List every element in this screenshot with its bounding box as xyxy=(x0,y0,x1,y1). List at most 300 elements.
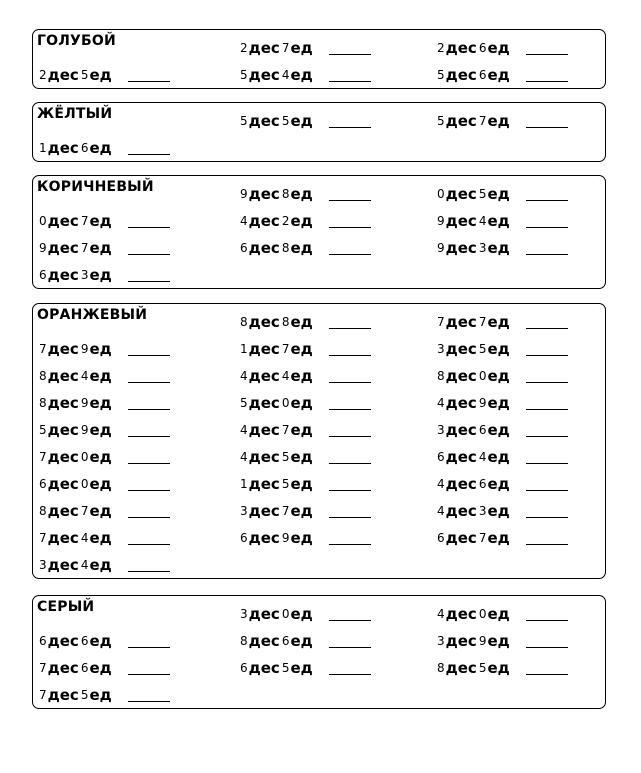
answer-blank[interactable] xyxy=(128,634,170,648)
tens-digit: 9 xyxy=(437,240,445,255)
ones-unit-label: ед xyxy=(487,501,510,520)
exercise-item xyxy=(437,308,568,335)
exercise-item xyxy=(437,335,568,362)
exercise-item xyxy=(39,261,170,288)
color-section xyxy=(32,595,606,709)
answer-blank[interactable] xyxy=(526,477,568,491)
ones-unit-label: ед xyxy=(487,38,510,57)
exercise-item xyxy=(39,61,170,88)
exercise-row xyxy=(39,207,605,234)
exercise-item xyxy=(240,497,371,524)
exercise-item xyxy=(437,627,568,654)
tens-unit-label: дес xyxy=(47,265,79,284)
answer-blank[interactable] xyxy=(329,504,371,518)
answer-blank[interactable] xyxy=(329,342,371,356)
answer-blank[interactable] xyxy=(329,423,371,437)
ones-unit-label: ед xyxy=(487,658,510,677)
tens-unit-label: дес xyxy=(248,312,280,331)
ones-unit-label: ед xyxy=(89,528,112,547)
exercise-item xyxy=(39,551,170,578)
ones-unit-label: ед xyxy=(487,447,510,466)
ones-digit: 9 xyxy=(80,341,89,356)
exercise-item xyxy=(39,443,170,470)
tens-digit: 7 xyxy=(437,314,445,329)
ones-digit: 9 xyxy=(80,395,89,410)
exercise-item xyxy=(437,207,568,234)
tens-unit-label: дес xyxy=(248,528,280,547)
exercise-item xyxy=(437,34,568,61)
ones-unit-label: ед xyxy=(290,447,313,466)
exercise-item xyxy=(240,362,371,389)
tens-digit: 1 xyxy=(240,476,248,491)
tens-unit-label: дес xyxy=(47,339,79,358)
tens-digit: 3 xyxy=(240,606,248,621)
exercise-row xyxy=(39,654,605,681)
tens-digit: 1 xyxy=(240,341,248,356)
tens-digit: 6 xyxy=(437,449,445,464)
tens-unit-label: дес xyxy=(47,420,79,439)
ones-unit-label: ед xyxy=(290,501,313,520)
answer-blank[interactable] xyxy=(526,607,568,621)
ones-digit: 0 xyxy=(80,476,89,491)
answer-blank[interactable] xyxy=(329,607,371,621)
tens-digit: 5 xyxy=(240,395,248,410)
tens-unit-label: дес xyxy=(47,555,79,574)
tens-digit: 7 xyxy=(39,449,47,464)
exercise-row xyxy=(39,107,605,134)
tens-digit: 8 xyxy=(39,368,47,383)
exercise-row xyxy=(39,308,605,335)
tens-unit-label: дес xyxy=(248,38,280,57)
exercise-row xyxy=(39,524,605,551)
tens-digit: 6 xyxy=(437,530,445,545)
answer-blank[interactable] xyxy=(526,396,568,410)
tens-unit-label: дес xyxy=(445,184,477,203)
ones-digit: 0 xyxy=(80,449,89,464)
answer-blank[interactable] xyxy=(128,558,170,572)
tens-unit-label: дес xyxy=(47,211,79,230)
answer-blank[interactable] xyxy=(526,450,568,464)
tens-digit: 4 xyxy=(240,449,248,464)
ones-unit-label: ед xyxy=(89,555,112,574)
answer-blank[interactable] xyxy=(526,504,568,518)
exercise-row xyxy=(39,389,605,416)
tens-unit-label: дес xyxy=(445,501,477,520)
answer-blank[interactable] xyxy=(128,531,170,545)
exercise-item xyxy=(39,362,170,389)
exercise-item xyxy=(437,389,568,416)
tens-unit-label: дес xyxy=(445,366,477,385)
exercise-item xyxy=(240,627,371,654)
tens-digit: 4 xyxy=(437,476,445,491)
answer-blank[interactable] xyxy=(329,214,371,228)
ones-digit: 6 xyxy=(281,633,290,648)
ones-digit: 6 xyxy=(80,633,89,648)
ones-digit: 9 xyxy=(281,530,290,545)
tens-digit: 6 xyxy=(240,660,248,675)
tens-unit-label: дес xyxy=(47,138,79,157)
answer-blank[interactable] xyxy=(526,114,568,128)
tens-digit: 8 xyxy=(437,660,445,675)
ones-digit: 0 xyxy=(281,395,290,410)
answer-blank[interactable] xyxy=(526,41,568,55)
tens-unit-label: дес xyxy=(47,501,79,520)
tens-unit-label: дес xyxy=(445,631,477,650)
tens-unit-label: дес xyxy=(47,474,79,493)
tens-unit-label: дес xyxy=(445,312,477,331)
exercise-item xyxy=(437,180,568,207)
answer-blank[interactable] xyxy=(329,634,371,648)
tens-digit: 3 xyxy=(39,557,47,572)
exercise-item xyxy=(240,308,371,335)
answer-blank[interactable] xyxy=(329,396,371,410)
tens-unit-label: дес xyxy=(47,65,79,84)
ones-unit-label: ед xyxy=(487,339,510,358)
ones-digit: 7 xyxy=(281,503,290,518)
tens-unit-label: дес xyxy=(445,604,477,623)
exercise-item xyxy=(240,443,371,470)
ones-unit-label: ед xyxy=(89,366,112,385)
exercise-item xyxy=(240,234,371,261)
answer-blank[interactable] xyxy=(128,504,170,518)
exercise-row xyxy=(39,180,605,207)
tens-unit-label: дес xyxy=(445,211,477,230)
exercise-item xyxy=(39,470,170,497)
ones-digit: 5 xyxy=(80,67,89,82)
ones-unit-label: ед xyxy=(89,393,112,412)
tens-digit: 9 xyxy=(39,240,47,255)
tens-digit: 7 xyxy=(39,687,47,702)
tens-digit: 8 xyxy=(437,368,445,383)
tens-digit: 7 xyxy=(39,660,47,675)
tens-unit-label: дес xyxy=(248,238,280,257)
ones-digit: 6 xyxy=(478,67,487,82)
answer-blank[interactable] xyxy=(329,187,371,201)
ones-digit: 0 xyxy=(478,368,487,383)
tens-unit-label: дес xyxy=(47,447,79,466)
ones-unit-label: ед xyxy=(89,631,112,650)
section-title: КОРИЧНЕВЫЙ xyxy=(37,179,154,195)
ones-digit: 4 xyxy=(281,67,290,82)
exercise-item xyxy=(437,234,568,261)
answer-blank[interactable] xyxy=(128,214,170,228)
answer-blank[interactable] xyxy=(128,661,170,675)
tens-digit: 3 xyxy=(240,503,248,518)
color-section xyxy=(32,102,606,162)
tens-digit: 0 xyxy=(437,186,445,201)
ones-digit: 5 xyxy=(80,687,89,702)
ones-unit-label: ед xyxy=(290,420,313,439)
tens-unit-label: дес xyxy=(47,366,79,385)
answer-blank[interactable] xyxy=(128,450,170,464)
tens-unit-label: дес xyxy=(248,420,280,439)
tens-unit-label: дес xyxy=(445,528,477,547)
exercise-item xyxy=(39,207,170,234)
ones-unit-label: ед xyxy=(290,658,313,677)
ones-unit-label: ед xyxy=(290,631,313,650)
ones-digit: 9 xyxy=(80,422,89,437)
tens-unit-label: дес xyxy=(47,631,79,650)
tens-unit-label: дес xyxy=(47,658,79,677)
tens-unit-label: дес xyxy=(248,366,280,385)
exercise-item xyxy=(240,470,371,497)
tens-unit-label: дес xyxy=(445,111,477,130)
ones-unit-label: ед xyxy=(89,238,112,257)
ones-unit-label: ед xyxy=(487,474,510,493)
answer-blank[interactable] xyxy=(526,68,568,82)
answer-blank[interactable] xyxy=(329,315,371,329)
tens-digit: 9 xyxy=(437,213,445,228)
ones-digit: 7 xyxy=(478,113,487,128)
answer-blank[interactable] xyxy=(526,315,568,329)
exercise-item xyxy=(437,416,568,443)
tens-digit: 5 xyxy=(240,113,248,128)
ones-unit-label: ед xyxy=(290,312,313,331)
ones-unit-label: ед xyxy=(290,393,313,412)
tens-digit: 2 xyxy=(39,67,47,82)
answer-blank[interactable] xyxy=(329,241,371,255)
exercise-item xyxy=(240,524,371,551)
ones-unit-label: ед xyxy=(89,447,112,466)
answer-blank[interactable] xyxy=(526,369,568,383)
exercise-row xyxy=(39,335,605,362)
exercise-item xyxy=(39,627,170,654)
exercise-item xyxy=(240,335,371,362)
ones-digit: 4 xyxy=(478,213,487,228)
ones-unit-label: ед xyxy=(89,420,112,439)
ones-digit: 0 xyxy=(281,606,290,621)
answer-blank[interactable] xyxy=(526,187,568,201)
answer-blank[interactable] xyxy=(329,661,371,675)
answer-blank[interactable] xyxy=(329,531,371,545)
ones-unit-label: ед xyxy=(89,474,112,493)
ones-digit: 7 xyxy=(80,213,89,228)
tens-unit-label: дес xyxy=(445,447,477,466)
tens-unit-label: дес xyxy=(248,393,280,412)
section-title: ЖЁЛТЫЙ xyxy=(37,106,113,122)
answer-blank[interactable] xyxy=(128,688,170,702)
tens-digit: 7 xyxy=(39,341,47,356)
ones-unit-label: ед xyxy=(290,339,313,358)
answer-blank[interactable] xyxy=(526,241,568,255)
exercise-item xyxy=(240,180,371,207)
color-section xyxy=(32,29,606,89)
ones-digit: 6 xyxy=(478,40,487,55)
tens-digit: 4 xyxy=(240,368,248,383)
tens-digit: 8 xyxy=(240,314,248,329)
answer-blank[interactable] xyxy=(128,141,170,155)
ones-digit: 5 xyxy=(478,660,487,675)
exercise-row xyxy=(39,681,605,708)
tens-unit-label: дес xyxy=(445,420,477,439)
ones-unit-label: ед xyxy=(487,238,510,257)
exercise-item xyxy=(39,335,170,362)
exercise-item xyxy=(240,654,371,681)
ones-digit: 5 xyxy=(281,449,290,464)
section-title: ГОЛУБОЙ xyxy=(37,33,116,49)
tens-digit: 3 xyxy=(437,633,445,648)
tens-digit: 3 xyxy=(437,422,445,437)
ones-digit: 8 xyxy=(281,186,290,201)
ones-unit-label: ед xyxy=(487,184,510,203)
exercise-item xyxy=(240,207,371,234)
exercise-row xyxy=(39,134,605,161)
answer-blank[interactable] xyxy=(329,369,371,383)
ones-unit-label: ед xyxy=(290,604,313,623)
ones-unit-label: ед xyxy=(487,393,510,412)
ones-digit: 5 xyxy=(281,660,290,675)
ones-unit-label: ед xyxy=(290,238,313,257)
tens-digit: 7 xyxy=(39,530,47,545)
exercise-item xyxy=(39,524,170,551)
answer-blank[interactable] xyxy=(526,661,568,675)
exercise-grid xyxy=(39,180,605,288)
tens-unit-label: дес xyxy=(248,184,280,203)
answer-blank[interactable] xyxy=(128,68,170,82)
tens-digit: 2 xyxy=(240,40,248,55)
ones-digit: 6 xyxy=(80,660,89,675)
tens-digit: 8 xyxy=(39,503,47,518)
answer-blank[interactable] xyxy=(128,342,170,356)
ones-digit: 5 xyxy=(478,186,487,201)
exercise-row xyxy=(39,470,605,497)
answer-blank[interactable] xyxy=(128,396,170,410)
ones-unit-label: ед xyxy=(89,265,112,284)
tens-unit-label: дес xyxy=(248,65,280,84)
tens-digit: 5 xyxy=(437,67,445,82)
tens-digit: 6 xyxy=(39,476,47,491)
answer-blank[interactable] xyxy=(526,634,568,648)
tens-unit-label: дес xyxy=(445,393,477,412)
ones-digit: 5 xyxy=(281,113,290,128)
answer-blank[interactable] xyxy=(128,268,170,282)
answer-blank[interactable] xyxy=(526,531,568,545)
answer-blank[interactable] xyxy=(329,68,371,82)
tens-digit: 1 xyxy=(39,140,47,155)
exercise-item xyxy=(437,443,568,470)
exercise-item xyxy=(240,61,371,88)
ones-unit-label: ед xyxy=(290,474,313,493)
exercise-row xyxy=(39,34,605,61)
exercise-item xyxy=(437,600,568,627)
exercise-row xyxy=(39,600,605,627)
ones-digit: 3 xyxy=(478,240,487,255)
exercise-row xyxy=(39,627,605,654)
ones-unit-label: ед xyxy=(89,658,112,677)
exercise-row xyxy=(39,416,605,443)
tens-digit: 9 xyxy=(240,186,248,201)
exercise-grid xyxy=(39,34,605,88)
tens-unit-label: дес xyxy=(47,393,79,412)
exercise-item xyxy=(240,600,371,627)
answer-blank[interactable] xyxy=(526,214,568,228)
tens-digit: 6 xyxy=(39,633,47,648)
ones-unit-label: ед xyxy=(487,312,510,331)
exercise-row xyxy=(39,551,605,578)
ones-digit: 7 xyxy=(80,503,89,518)
answer-blank[interactable] xyxy=(329,114,371,128)
tens-digit: 4 xyxy=(240,213,248,228)
ones-unit-label: ед xyxy=(89,339,112,358)
tens-unit-label: дес xyxy=(47,528,79,547)
tens-unit-label: дес xyxy=(445,339,477,358)
tens-unit-label: дес xyxy=(248,447,280,466)
tens-digit: 8 xyxy=(240,633,248,648)
exercise-item xyxy=(39,389,170,416)
answer-blank[interactable] xyxy=(329,450,371,464)
ones-unit-label: ед xyxy=(487,65,510,84)
tens-unit-label: дес xyxy=(248,111,280,130)
exercise-item xyxy=(240,416,371,443)
exercise-row xyxy=(39,362,605,389)
ones-unit-label: ед xyxy=(290,111,313,130)
tens-digit: 6 xyxy=(240,530,248,545)
ones-digit: 7 xyxy=(478,314,487,329)
tens-unit-label: дес xyxy=(445,65,477,84)
ones-digit: 9 xyxy=(478,633,487,648)
exercise-item xyxy=(437,61,568,88)
tens-unit-label: дес xyxy=(248,631,280,650)
ones-digit: 6 xyxy=(478,476,487,491)
exercise-grid xyxy=(39,308,605,578)
exercise-item xyxy=(437,524,568,551)
answer-blank[interactable] xyxy=(128,369,170,383)
answer-blank[interactable] xyxy=(128,477,170,491)
exercise-item xyxy=(39,681,170,708)
tens-unit-label: дес xyxy=(248,211,280,230)
tens-digit: 5 xyxy=(240,67,248,82)
ones-unit-label: ед xyxy=(89,65,112,84)
ones-digit: 3 xyxy=(80,267,89,282)
exercise-item xyxy=(437,470,568,497)
ones-digit: 2 xyxy=(281,213,290,228)
answer-blank[interactable] xyxy=(526,342,568,356)
answer-blank[interactable] xyxy=(128,423,170,437)
exercise-row xyxy=(39,234,605,261)
exercise-row xyxy=(39,497,605,524)
tens-digit: 2 xyxy=(437,40,445,55)
ones-digit: 4 xyxy=(281,368,290,383)
color-section xyxy=(32,303,606,579)
ones-unit-label: ед xyxy=(290,38,313,57)
answer-blank[interactable] xyxy=(526,423,568,437)
ones-digit: 4 xyxy=(80,368,89,383)
answer-blank[interactable] xyxy=(329,477,371,491)
ones-digit: 7 xyxy=(281,40,290,55)
exercise-item xyxy=(39,654,170,681)
ones-digit: 8 xyxy=(281,314,290,329)
exercise-item xyxy=(240,389,371,416)
ones-digit: 8 xyxy=(281,240,290,255)
answer-blank[interactable] xyxy=(329,41,371,55)
ones-digit: 7 xyxy=(281,341,290,356)
ones-digit: 6 xyxy=(80,140,89,155)
answer-blank[interactable] xyxy=(128,241,170,255)
exercise-item xyxy=(39,416,170,443)
exercise-row xyxy=(39,261,605,288)
tens-digit: 3 xyxy=(437,341,445,356)
tens-unit-label: дес xyxy=(248,501,280,520)
ones-unit-label: ед xyxy=(487,111,510,130)
ones-digit: 4 xyxy=(80,557,89,572)
ones-digit: 6 xyxy=(478,422,487,437)
exercise-item xyxy=(437,362,568,389)
ones-digit: 0 xyxy=(478,606,487,621)
ones-digit: 7 xyxy=(478,530,487,545)
exercise-item xyxy=(437,654,568,681)
color-section xyxy=(32,175,606,289)
ones-digit: 7 xyxy=(281,422,290,437)
